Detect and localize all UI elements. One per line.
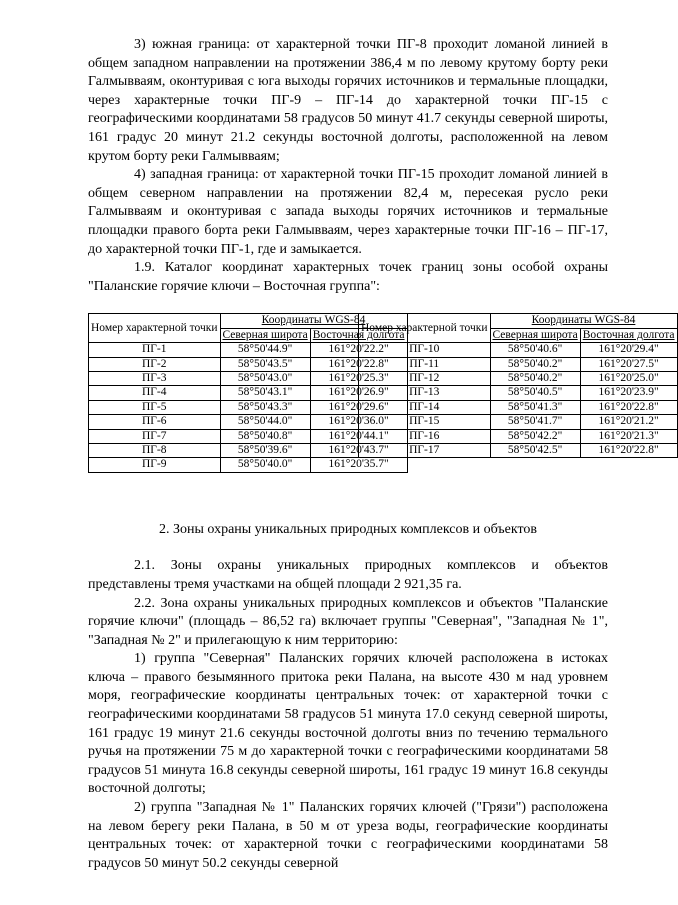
cell-lon: 161°20'22.8": [310, 357, 407, 371]
cell-lat: 58°50'40.5": [490, 386, 580, 400]
cell-point: ПГ-2: [89, 357, 221, 371]
table-row: [359, 371, 678, 385]
cell-lat: 58°50'43.0": [220, 371, 310, 385]
table-row: [359, 343, 678, 357]
cell-lon: 161°20'21.3": [580, 429, 677, 443]
header-coords-group: Координаты WGS-84: [490, 314, 677, 328]
table-row: [359, 443, 678, 457]
table-right-body: [359, 343, 678, 458]
cell-lon: 161°20'43.7": [310, 443, 407, 457]
cell-point: ПГ-4: [89, 386, 221, 400]
cell-lat: 58°50'40.2": [490, 371, 580, 385]
cell-lat: 58°50'40.0": [220, 458, 310, 472]
cell-point: ПГ-17: [359, 443, 491, 457]
cell-point: ПГ-9: [89, 458, 221, 472]
cell-lon: 161°20'23.9": [580, 386, 677, 400]
cell-lat: 58°50'41.7": [490, 415, 580, 429]
top-text: [88, 36, 608, 296]
paragraph-catalog-intro: 1.9. Каталог координат характерных точек границ зоны особой охраны "Паланские горячие ключи – Восточная группа":: [88, 260, 608, 294]
cell-point: ПГ-12: [359, 371, 491, 385]
cell-lon: 161°20'36.0": [310, 415, 407, 429]
cell-lat: 58°50'40.2": [490, 357, 580, 371]
paragraph-south-boundary: 3) южная граница: от характерной точки ПГ-8 проходит ломаной линией в общем западном направлении на протяжении 386,4 м по левому крутому борту реки Галмывваям, оконтуривая с юга выходы горячих источников и термальные площадки, через характерные точки ПГ-9 – ПГ-14 до характерной точки ПГ-15 с географическими координатами 58 градусов 50 минут 41.7 секунды северной широты, 161 градус 20 минут 21.2 секунды восточной долготы, расположенной на левом крутом борту реки Галмывваям;: [88, 37, 608, 164]
cell-point: ПГ-6: [89, 415, 221, 429]
section-title: 2. Зоны охраны уникальных природных комплексов и объектов: [159, 522, 537, 538]
cell-lon: 161°20'44.1": [310, 429, 407, 443]
cell-lon: 161°20'25.0": [580, 371, 677, 385]
paragraph-2-2: 2.2. Зона охраны уникальных природных комплексов и объектов "Паланские горячие ключи" (площадь – 86,52 га) включает группы "Северная", "Западная № 1", "Западная № 2" и прилегающую к ним территорию:: [88, 595, 608, 648]
cell-lat: 58°50'39.6": [220, 443, 310, 457]
cell-lon: 161°20'29.6": [310, 400, 407, 414]
cell-lat: 58°50'40.6": [490, 343, 580, 357]
cell-lat: 58°50'44.0": [220, 415, 310, 429]
cell-point: ПГ-16: [359, 429, 491, 443]
cell-point: ПГ-7: [89, 429, 221, 443]
cell-lat: 58°50'44.9": [220, 343, 310, 357]
coordinate-tables: [88, 313, 675, 493]
cell-point: ПГ-10: [359, 343, 491, 357]
table-row: [359, 415, 678, 429]
cell-lon: 161°20'35.7": [310, 458, 407, 472]
cell-point: ПГ-8: [89, 443, 221, 457]
cell-lon: 161°20'22.2": [310, 343, 407, 357]
cell-point: ПГ-1: [89, 343, 221, 357]
cell-lat: 58°50'42.5": [490, 443, 580, 457]
cell-lat: 58°50'42.2": [490, 429, 580, 443]
cell-lon: 161°20'22.8": [580, 443, 677, 457]
table-row: [359, 400, 678, 414]
cell-lat: 58°50'43.5": [220, 357, 310, 371]
cell-lon: 161°20'29.4": [580, 343, 677, 357]
paragraph-group-west-1: 2) группа "Западная № 1" Паланских горячих ключей ("Грязи") расположена на левом берегу реки Палана, в 50 м от уреза воды, географические координаты центральных точек: от характерной точки с географическими координатами 58 градусов 50 минут 50.2 секунды северной: [88, 800, 608, 871]
cell-point: ПГ-13: [359, 386, 491, 400]
cell-lon: 161°20'25.3": [310, 371, 407, 385]
cell-point: ПГ-3: [89, 371, 221, 385]
header-lon: Восточная долгота: [580, 328, 677, 342]
header-lon: Восточная долгота: [310, 328, 407, 342]
header-coords-group: Координаты WGS-84: [220, 314, 407, 328]
cell-point: ПГ-5: [89, 400, 221, 414]
cell-lon: 161°20'22.8": [580, 400, 677, 414]
cell-lat: 58°50'43.3": [220, 400, 310, 414]
cell-lat: 58°50'40.8": [220, 429, 310, 443]
table-row: [359, 429, 678, 443]
coordinates-table-right: [358, 313, 678, 458]
table-row: [89, 458, 408, 472]
cell-lon: 161°20'26.9": [310, 386, 407, 400]
paragraph-west-boundary: 4) западная граница: от характерной точки ПГ-15 проходит ломаной линией в общем северном направлении на протяжении 82,4 м, пересекая русло реки Галмывваям и оконтуривая с запада выходы горячих источников и термальные площадки правого борта реки Галмывваям, через характерные точки ПГ-16 – ПГ-17, до характерной точки ПГ-1, где и замыкается.: [88, 167, 608, 257]
cell-point: ПГ-15: [359, 415, 491, 429]
cell-lon: 161°20'27.5": [580, 357, 677, 371]
table-row: [359, 357, 678, 371]
bottom-text: [88, 557, 608, 873]
header-point-number: Номер характерной точки: [89, 314, 221, 343]
cell-point: ПГ-14: [359, 400, 491, 414]
table-row: [359, 386, 678, 400]
header-lat: Северная широта: [490, 328, 580, 342]
cell-lon: 161°20'21.2": [580, 415, 677, 429]
paragraph-2-1: 2.1. Зоны охраны уникальных природных комплексов и объектов представлены тремя участками на общей площади 2 921,35 га.: [88, 558, 608, 592]
header-lat: Северная широта: [220, 328, 310, 342]
cell-lat: 58°50'43.1": [220, 386, 310, 400]
cell-lat: 58°50'41.3": [490, 400, 580, 414]
cell-point: ПГ-11: [359, 357, 491, 371]
paragraph-group-north: 1) группа "Северная" Паланских горячих ключей расположена в истоках ключа – правого безымянного притока реки Палана, на высоте 430 м над уровнем моря, географические координаты центральных точек: от характерной точки с географическими координатами 58 градусов 51 минута 17.0 секунд северной широты, 161 градус 19 минут 21.6 секунды восточной долготы вниз по течению термального ручья на протяжении 75 м до характерной точки с географическими координатами 58 градусов 51 минута 16.8 секунды северной широты, 161 градус 19 минут 16.8 секунды восточной долготы;: [88, 651, 608, 797]
header-point-number: Номер характерной точки: [359, 314, 491, 343]
